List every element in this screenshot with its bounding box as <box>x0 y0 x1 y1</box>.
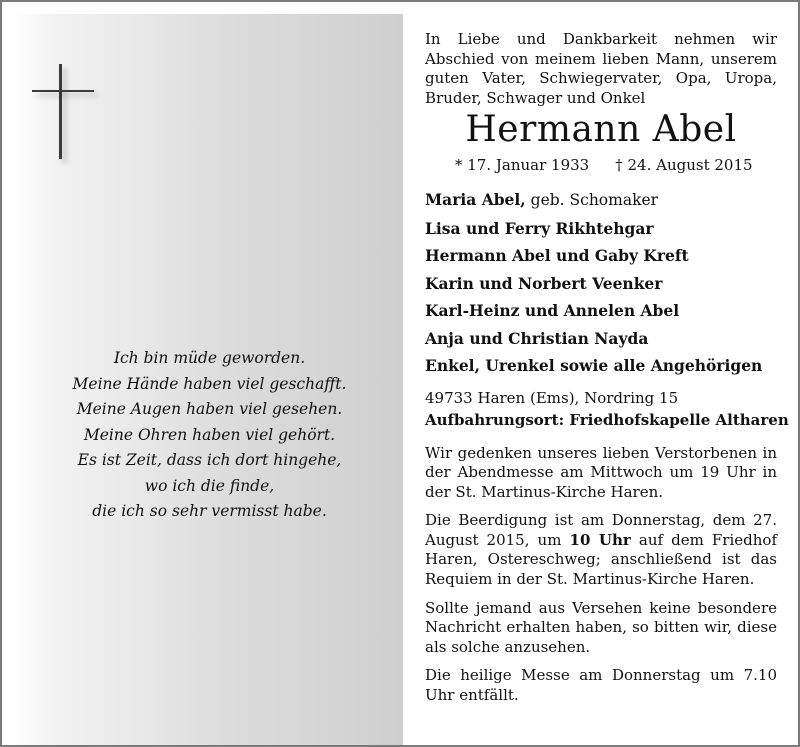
notice-text-column <box>425 30 789 706</box>
poem-line: wo ich die finde, <box>144 476 275 495</box>
cross-vertical-bar <box>59 64 62 159</box>
cross-icon <box>30 64 100 164</box>
address: 49733 Haren (Ems), Nordring 15 <box>425 388 679 407</box>
cross-horizontal-bar <box>32 90 94 92</box>
viewing-location: Aufbahrungsort: Friedhofskapelle Altharen <box>425 410 789 429</box>
poem <box>22 346 397 525</box>
mourner-maiden-name: geb. Schomaker <box>525 191 659 209</box>
death-date: † 24. August 2015 <box>615 156 753 174</box>
mourner-row: Lisa und Ferry Rikhtehgar <box>425 218 654 238</box>
mourner-name: Maria Abel, <box>425 190 526 209</box>
notification-paragraph: Sollte jemand aus Versehen keine besondere Nachricht erhalten haben, so bitten wir, diese als solche anzusehen. <box>425 598 777 656</box>
mourner-row: Karl-Heinz und Annelen Abel <box>425 301 680 320</box>
mourner-row: Enkel, Urenkel sowie alle Angehörigen <box>425 356 763 375</box>
funeral-text-end: auf dem Friedhof Haren, Ostereschweg; anschließend ist das Requiem in der St. Martinus-Kirche Haren. <box>425 530 777 589</box>
poem-line: Meine Ohren haben viel gehört. <box>83 425 336 444</box>
birth-date: * 17. Januar 1933 <box>455 156 590 174</box>
poem-line: Meine Augen haben viel gesehen. <box>76 400 343 418</box>
mourners-list <box>425 186 777 380</box>
poem-line: Ich bin müde geworden. <box>113 349 306 367</box>
poem-line: Meine Hände haben viel geschafft. <box>72 374 347 393</box>
mourner-row: Hermann Abel und Gaby Kreft <box>425 246 689 265</box>
poem-line: die ich so sehr vermisst habe. <box>92 502 327 520</box>
mourner-row <box>425 186 777 215</box>
mourner-row: Karin und Norbert Veenker <box>425 273 663 293</box>
evening-mass-paragraph: Wir gedenken unseres lieben Verstorbenen in der Abendmesse am Mittwoch um 19 Uhr in der St. Martinus-Kirche Haren. <box>425 443 777 501</box>
cancellation-paragraph: Die heilige Messe am Donnerstag um 7.10 Uhr entfällt. <box>425 666 777 705</box>
funeral-text-start: Die Beerdigung ist am Donnerstag, dem 27. August 2015, um <box>425 511 777 549</box>
mourner-row: Anja und Christian Nayda <box>425 328 649 348</box>
life-dates <box>455 156 777 174</box>
funeral-time: 10 Uhr <box>569 530 631 549</box>
poem-line: Es ist Zeit, dass ich dort hingehe, <box>77 451 342 469</box>
intro-text: In Liebe und Dankbarkeit nehmen wir Abschied von meinem lieben Mann, unserem guten Vater, Schwiegervater, Opa, Uropa, Bruder, Schwager und Onkel <box>425 30 777 107</box>
deceased-name: Hermann Abel <box>465 109 737 150</box>
funeral-paragraph <box>425 511 777 589</box>
